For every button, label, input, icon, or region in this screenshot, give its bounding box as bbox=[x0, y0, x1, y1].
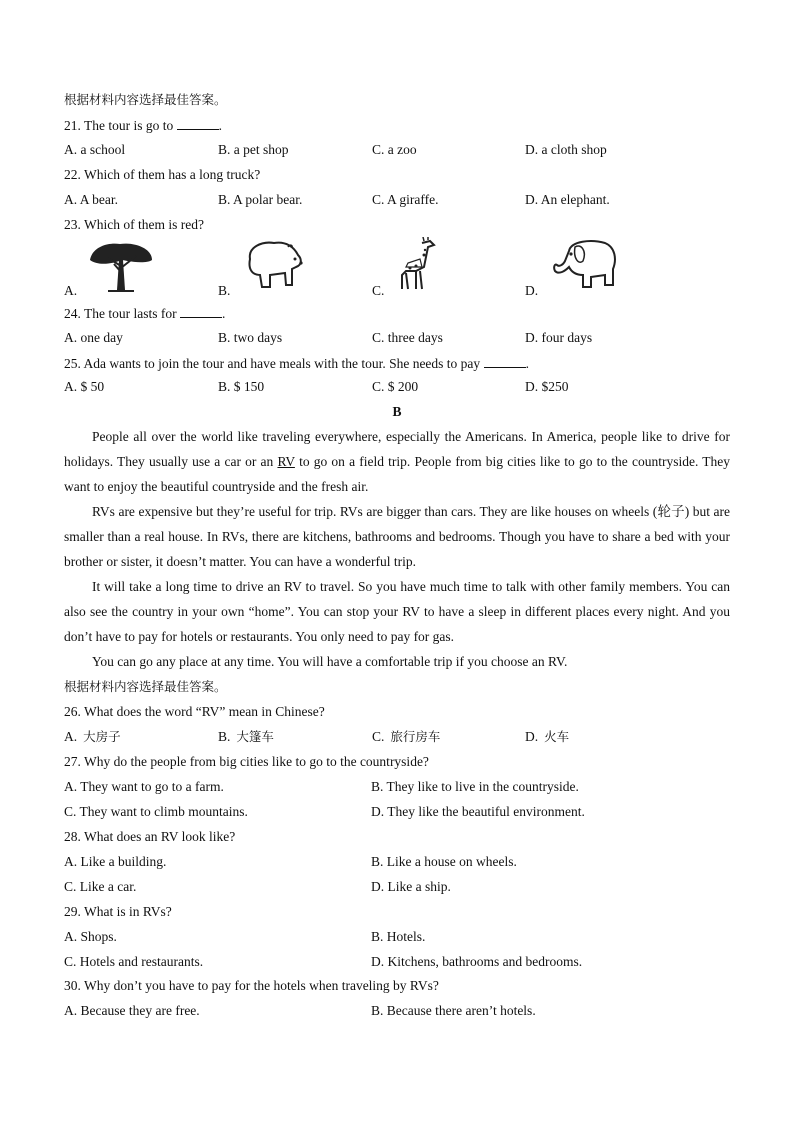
option-21-d[interactable]: D. a cloth shop bbox=[525, 142, 607, 157]
passage-paragraph-4: You can go any place at any time. You will have a comfortable trip if you choose an RV. bbox=[92, 654, 568, 669]
answer-blank bbox=[180, 304, 222, 318]
elephant-picture bbox=[547, 237, 619, 291]
option-23-b[interactable]: B. bbox=[218, 283, 231, 298]
question-27: 27. Why do the people from big cities like to go to the countryside? bbox=[64, 754, 429, 769]
question-28: 28. What does an RV look like? bbox=[64, 829, 236, 844]
option-24-b[interactable]: B. two days bbox=[218, 330, 283, 345]
option-25-d[interactable]: D. $250 bbox=[525, 379, 569, 394]
option-24-a[interactable]: A. one day bbox=[64, 330, 123, 345]
question-26: 26. What does the word “RV” mean in Chinese? bbox=[64, 704, 325, 719]
option-22-b[interactable]: B. A polar bear. bbox=[218, 192, 303, 207]
question-25: 25. Ada wants to join the tour and have meals with the tour. She needs to pay . bbox=[64, 356, 529, 371]
option-24-c[interactable]: C. three days bbox=[372, 330, 443, 345]
option-28-d[interactable]: D. Like a ship. bbox=[371, 879, 451, 894]
polar-bear-picture bbox=[240, 239, 304, 291]
instruction-a: 根据材料内容选择最佳答案。 bbox=[64, 92, 227, 107]
question-22: 22. Which of them has a long truck? bbox=[64, 167, 261, 182]
giraffe-picture bbox=[394, 237, 438, 293]
question-24-stem: 24. The tour lasts for bbox=[64, 306, 177, 321]
option-30-a[interactable]: A. Because they are free. bbox=[64, 1003, 200, 1018]
tree-picture bbox=[86, 238, 156, 294]
question-30: 30. Why don’t you have to pay for the hotels when traveling by RVs? bbox=[64, 978, 439, 993]
option-27-d[interactable]: D. They like the beautiful environment. bbox=[371, 804, 585, 819]
passage-paragraph-3: It will take a long time to drive an RV to travel. So you have much time to talk with other family members. You can also see the country in your own “home”. You can stop your RV to have a sleep in different places every night. And you don’t have to pay for hotels or restaurants. You only need to pay for gas. bbox=[64, 579, 730, 644]
option-22-c[interactable]: C. A giraffe. bbox=[372, 192, 439, 207]
option-30-b[interactable]: B. Because there aren’t hotels. bbox=[371, 1003, 536, 1018]
question-23: 23. Which of them is red? bbox=[64, 217, 204, 232]
option-28-c[interactable]: C. Like a car. bbox=[64, 879, 137, 894]
question-24: 24. The tour lasts for . bbox=[64, 306, 226, 321]
option-27-a[interactable]: A. They want to go to a farm. bbox=[64, 779, 224, 794]
option-23-a[interactable]: A. bbox=[64, 283, 78, 298]
option-27-c[interactable]: C. They want to climb mountains. bbox=[64, 804, 248, 819]
question-21-stem: 21. The tour is go to bbox=[64, 118, 174, 133]
passage-paragraph-1: People all over the world like traveling everywhere, especially the Americans. In America, people like to drive for holidays. They usually use a car or an RV to go on a field trip. People from big cities like to go to the countryside. They want to enjoy the beautiful countryside and the fresh air. bbox=[64, 429, 730, 494]
option-21-c[interactable]: C. a zoo bbox=[372, 142, 417, 157]
answer-blank bbox=[177, 116, 219, 130]
question-21: 21. The tour is go to . bbox=[64, 118, 222, 133]
option-21-a[interactable]: A. a school bbox=[64, 142, 126, 157]
option-24-d[interactable]: D. four days bbox=[525, 330, 593, 345]
question-29: 29. What is in RVs? bbox=[64, 904, 172, 919]
option-26-a[interactable]: A. 大房子 bbox=[64, 729, 121, 744]
option-28-a[interactable]: A. Like a building. bbox=[64, 854, 167, 869]
option-26-b[interactable]: B. 大篷车 bbox=[218, 729, 274, 744]
option-23-d[interactable]: D. bbox=[525, 283, 539, 298]
option-26-c[interactable]: C. 旅行房车 bbox=[372, 729, 441, 744]
rv-underlined-word: RV bbox=[277, 454, 295, 469]
section-b-heading: B bbox=[392, 404, 402, 419]
question-25-stem: 25. Ada wants to join the tour and have meals with the tour. She needs to pay bbox=[64, 356, 481, 371]
option-22-d[interactable]: D. An elephant. bbox=[525, 192, 610, 207]
option-23-c[interactable]: C. bbox=[372, 283, 385, 298]
instruction-b: 根据材料内容选择最佳答案。 bbox=[64, 679, 227, 694]
option-26-d[interactable]: D. 火车 bbox=[525, 729, 570, 744]
option-25-b[interactable]: B. $ 150 bbox=[218, 379, 265, 394]
option-21-b[interactable]: B. a pet shop bbox=[218, 142, 289, 157]
option-25-a[interactable]: A. $ 50 bbox=[64, 379, 105, 394]
answer-blank bbox=[484, 354, 526, 368]
option-27-b[interactable]: B. They like to live in the countryside. bbox=[371, 779, 579, 794]
option-28-b[interactable]: B. Like a house on wheels. bbox=[371, 854, 517, 869]
option-25-c[interactable]: C. $ 200 bbox=[372, 379, 419, 394]
passage-paragraph-2: RVs are expensive but they’re useful for trip. RVs are bigger than cars. They are like houses on wheels (轮子) but are smaller than a real house. In RVs, there are kitchens, bathrooms and bedrooms. Though you have to share a bed with your brother or sister, it doesn’t matter. You can have a wonderful trip. bbox=[64, 504, 730, 569]
option-29-b[interactable]: B. Hotels. bbox=[371, 929, 426, 944]
option-29-d[interactable]: D. Kitchens, bathrooms and bedrooms. bbox=[371, 954, 583, 969]
option-22-a[interactable]: A. A bear. bbox=[64, 192, 118, 207]
option-29-a[interactable]: A. Shops. bbox=[64, 929, 117, 944]
option-29-c[interactable]: C. Hotels and restaurants. bbox=[64, 954, 204, 969]
